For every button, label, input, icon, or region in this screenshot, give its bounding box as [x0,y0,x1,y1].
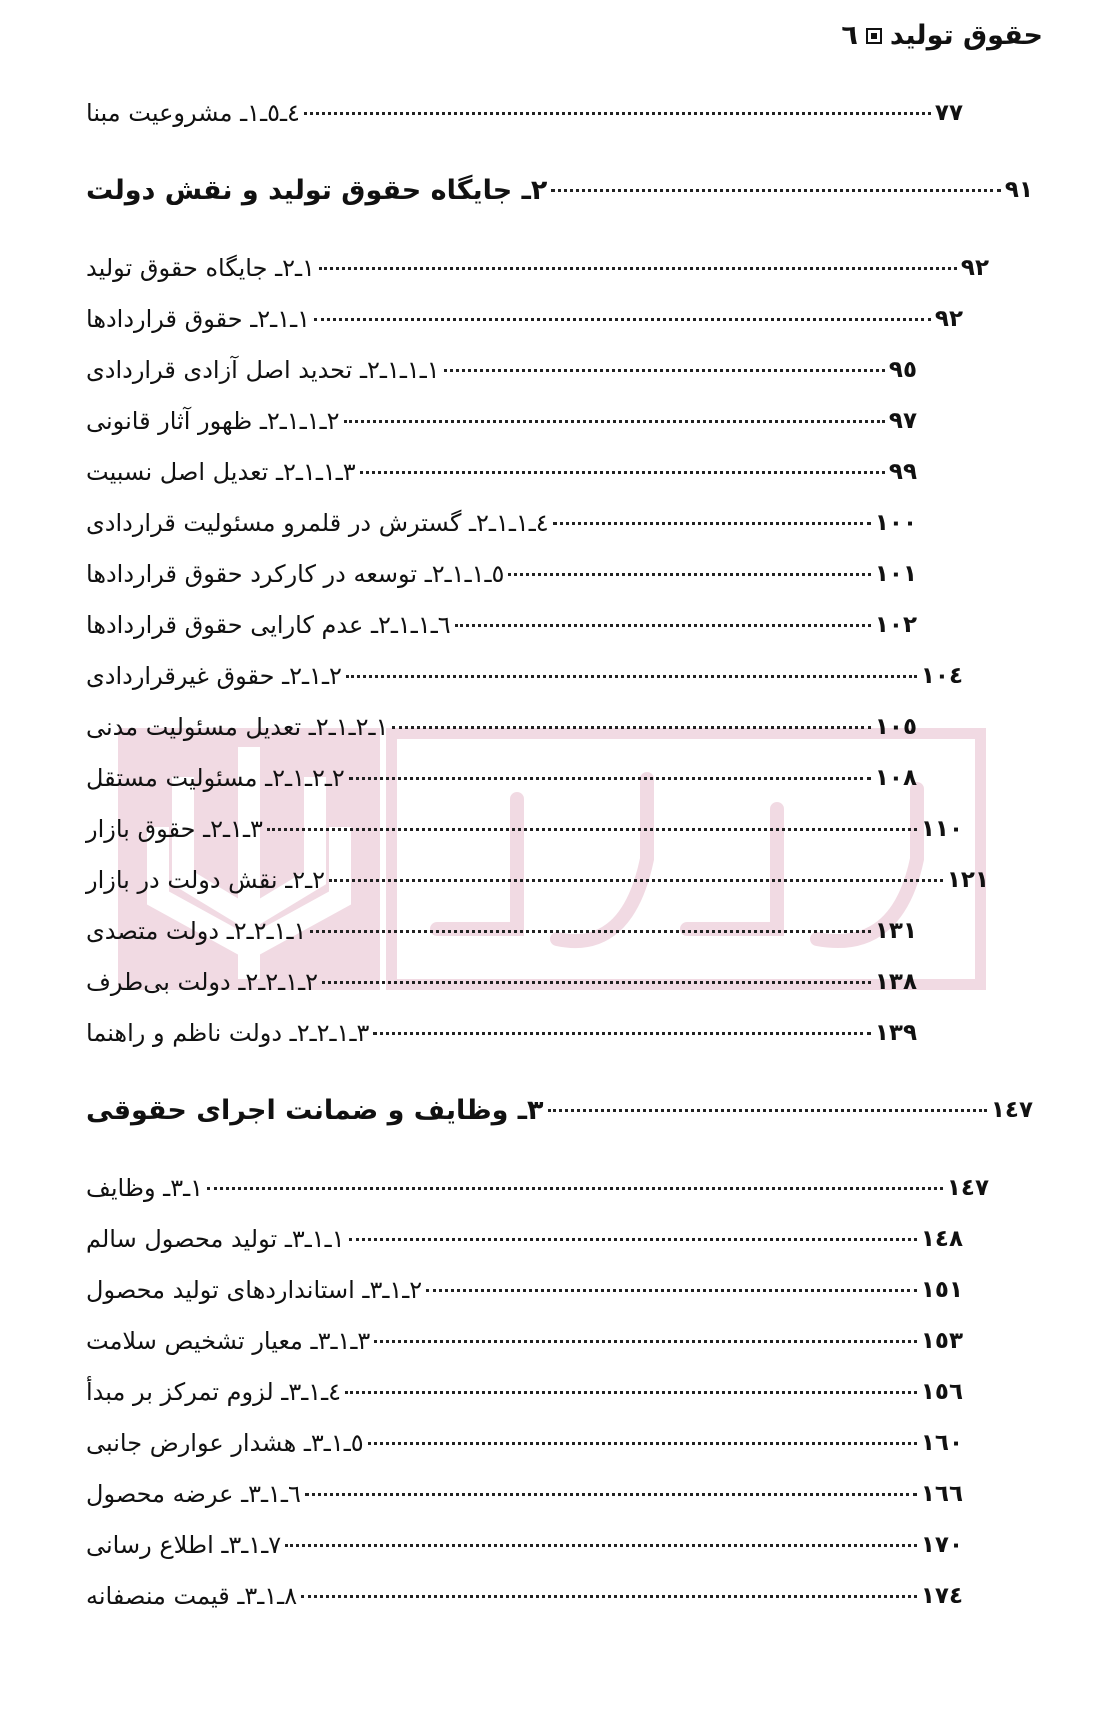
toc-entry-title: ٣ـ١ـ٢ـ٢ـ دولت ناظم و راهنما [86,1019,370,1047]
dot-leader [207,1187,943,1190]
toc-entry-page: ١٠٨ [874,765,917,791]
dot-leader [444,369,885,372]
toc-entry-title: ٢ـ جایگاه حقوق تولید و نقش دولت [86,174,548,206]
dot-leader [553,522,871,525]
header-page-number: ٦ [841,20,858,51]
toc-entry-title: ١ـ١ـ١ـ٢ـ تحدید اصل آزادی قراردادی [86,356,440,384]
toc-entry [86,350,917,390]
toc-entry-page: ١٥٦ [920,1379,963,1405]
square-bullet-icon [866,28,882,44]
dot-leader [267,828,917,831]
toc-entry-title: ٧ـ١ـ٣ـ اطلاع رسانی [86,1531,282,1559]
toc-entry [86,1013,917,1053]
toc-entry-page: ٩٥ [888,357,917,383]
toc-entry-title: ٦ـ١ـ٣ـ عرضه محصول [86,1480,301,1508]
toc-entry [86,1321,963,1361]
toc-entry-title: ٢ـ٢ـ نقش دولت در بازار [86,866,326,894]
toc-entry-title: ٢ـ٢ـ١ـ٢ـ مسئولیت مستقل [86,764,345,792]
dot-leader [346,675,917,678]
toc-entry [86,1576,963,1616]
toc-entry [86,962,917,1002]
toc-entry-page: ٧٧ [934,100,963,126]
toc-entry [86,248,989,288]
toc-entry-page: ٩١ [1004,177,1033,203]
dot-leader [345,1391,917,1394]
dot-leader [392,726,870,729]
toc-entry-page: ٩٧ [888,408,917,434]
toc-entry-title: ٢ـ١ـ١ـ٢ـ ظهور آثار قانونی [86,407,340,435]
toc-entry-page: ١٧٠ [920,1532,963,1558]
toc-entry [86,503,917,543]
toc-entry-title: ٦ـ١ـ١ـ٢ـ عدم کارایی حقوق قراردادها [86,611,451,639]
toc-entry-title: ٨ـ١ـ٣ـ قیمت منصفانه [86,1582,298,1610]
toc-entry-title: ٢ـ١ـ٢ـ٢ـ دولت بی‌طرف [86,968,319,996]
toc-entry-page: ١٧٤ [920,1583,963,1609]
toc-entry-title: ٣ـ وظایف و ضمانت اجرای حقوقی [86,1094,544,1126]
toc-entry [86,707,917,747]
toc-entry-title: ٤ـ١ـ٣ـ لزوم تمرکز بر مبدأ [86,1378,342,1406]
toc-entry-title: ٤ـ١ـ١ـ٢ـ گسترش در قلمرو مسئولیت قراردادی [86,509,549,537]
dot-leader [551,189,1001,192]
toc-entry [86,299,963,339]
toc-entry-title: ٣ـ١ـ٢ـ حقوق بازار [86,815,263,843]
dot-leader [426,1289,917,1292]
dot-leader [508,573,870,576]
toc-entry-title: ٣ـ١ـ٣ـ معیار تشخیص سلامت [86,1327,371,1355]
toc-entry-title: ١ـ٣ـ وظایف [86,1174,203,1202]
dot-leader [344,420,885,423]
toc-entry-title: ٢ـ١ـ٣ـ استانداردهای تولید محصول [86,1276,423,1304]
toc-entry-title: ١ـ٢ـ جایگاه حقوق تولید [86,254,315,282]
toc-entry [86,1270,963,1310]
toc-entry-page: ١٠٥ [874,714,917,740]
toc-entry [86,1372,963,1412]
toc-entry [86,605,917,645]
toc-entry-page: ١٤٧ [946,1175,989,1201]
header-title: حقوق تولید [889,20,1043,51]
toc-entry-title: ٣ـ١ـ١ـ٢ـ تعدیل اصل نسبیت [86,458,356,486]
dot-leader [314,318,931,321]
toc-entry-title: ١ـ٢ـ١ـ٢ـ تعدیل مسئولیت مدنی [86,713,389,741]
dot-leader [368,1442,917,1445]
toc-entry [86,1474,963,1514]
toc-entry-page: ٩٩ [888,459,917,485]
toc-entry-page: ١٣١ [874,918,917,944]
toc-entry [86,809,963,849]
toc-entry [86,554,917,594]
toc-section [86,170,1033,210]
toc-entry-title: ٥ـ١ـ٣ـ هشدار عوارض جانبی [86,1429,364,1457]
toc-entry-page: ١٠٢ [874,612,917,638]
dot-leader [349,777,871,780]
toc-entry-title: ١ـ١ـ٢ـ٢ـ دولت متصدی [86,917,307,945]
dot-leader [310,930,870,933]
toc-entry-title: ٢ـ١ـ٢ـ حقوق غیرقراردادی [86,662,342,690]
toc-entry-page: ١٣٩ [874,1020,917,1046]
toc-entry-page: ١٦٠ [920,1430,963,1456]
toc-entry-page: ١٥١ [920,1277,963,1303]
toc-entry-page: ١٤٧ [990,1097,1033,1123]
dot-leader [455,624,871,627]
toc-entry [86,860,989,900]
toc-entry-page: ١٤٨ [920,1226,963,1252]
toc-entry-page: ١٠١ [874,561,917,587]
toc-entry-page: ١٠٤ [920,663,963,689]
toc-entry-title: ١ـ١ـ٣ـ تولید محصول سالم [86,1225,345,1253]
toc-entry-page: ٩٢ [934,306,963,332]
dot-leader [305,1493,917,1496]
dot-leader [360,471,885,474]
toc-entry-title: ١ـ١ـ٢ـ حقوق قراردادها [86,305,311,333]
toc-entry [86,911,917,951]
dot-leader [373,1032,871,1035]
toc-entry [86,93,963,133]
dot-leader [285,1544,917,1547]
toc-entry [86,1423,963,1463]
toc-entry-page: ٩٢ [960,255,989,281]
dot-leader [304,112,931,115]
toc-entry [86,1219,963,1259]
dot-leader [301,1595,917,1598]
dot-leader [322,981,871,984]
toc-entry-page: ١١٠ [920,816,963,842]
toc-section [86,1090,1033,1130]
toc-entry [86,401,917,441]
toc-entry-title: ٤ـ٥ـ١ـ مشروعیت مبنا [86,99,300,127]
dot-leader [548,1109,987,1112]
toc-entry [86,1168,989,1208]
toc-entry [86,1525,963,1565]
dot-leader [349,1238,917,1241]
toc-entry-page: ١٥٣ [920,1328,963,1354]
toc-entry-page: ١٢١ [946,867,989,893]
page-header [841,20,1043,51]
toc-entry [86,656,963,696]
toc-entry-page: ١٦٦ [920,1481,963,1507]
toc-entry-page: ١٠٠ [874,510,917,536]
toc-entry [86,758,917,798]
dot-leader [319,267,957,270]
toc-entry-page: ١٣٨ [874,969,917,995]
toc-entry [86,452,917,492]
dot-leader [374,1340,917,1343]
toc-entry-title: ٥ـ١ـ١ـ٢ـ توسعه در کارکرد حقوق قراردادها [86,560,505,588]
dot-leader [329,879,943,882]
